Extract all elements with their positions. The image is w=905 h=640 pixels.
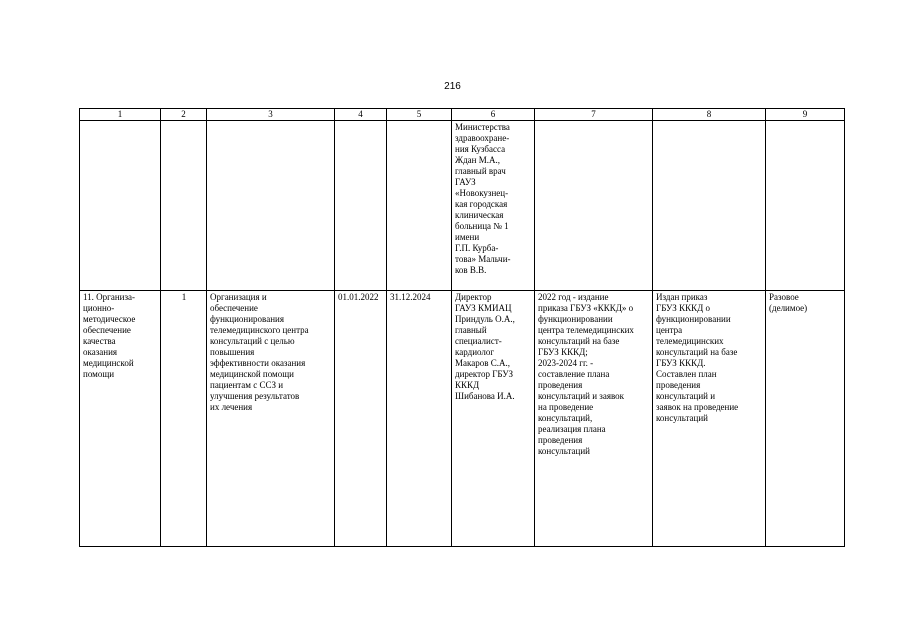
cell-type [766,121,845,291]
column-number-5: 5 [387,109,452,121]
cell-responsible: Директор ГАУЗ КМИАЦ Приндуль О.А., главный специалист- кардиолог Макаров С.А., директор ГБУЗ КККД Шибанова И.А. [452,291,535,547]
column-number-2: 2 [161,109,207,121]
cell-plan: 2022 год - издание приказа ГБУЗ «КККД» о функционировании центра телемедицинских консультаций на базе ГБУЗ КККД; 2023-2024 гг. - составление плана проведения консультаций и заявок на проведение консультаций, реализация плана проведения консультаций [535,291,653,547]
cell-result: Издан приказ ГБУЗ КККД о функционировании центра телемедицинских консультаций на базе ГБУЗ КККД. Составлен план проведения консультаций и заявок на проведение консультаций [653,291,766,547]
cell-result [653,121,766,291]
column-number-7: 7 [535,109,653,121]
cell-activity [207,121,335,291]
column-number-9: 9 [766,109,845,121]
cell-number [161,121,207,291]
table-header-row [80,109,845,121]
measures-table [79,108,845,547]
cell-start-date [335,121,387,291]
table-row [80,291,845,547]
cell-type: Разовое (делимое) [766,291,845,547]
cell-start-date: 01.01.2022 [335,291,387,547]
cell-section [80,121,161,291]
column-number-3: 3 [207,109,335,121]
cell-section: 11. Организа- ционно- методическое обеспечение качества оказания медицинской помощи [80,291,161,547]
table-row [80,121,845,291]
cell-end-date [387,121,452,291]
column-number-6: 6 [452,109,535,121]
page-number: 216 [444,81,461,92]
cell-plan [535,121,653,291]
column-number-1: 1 [80,109,161,121]
cell-number: 1 [161,291,207,547]
cell-activity: Организация и обеспечение функционирования телемедицинского центра консультаций с целью повышения эффективности оказания медицинской помощи пациентам с ССЗ и улучшения результатов их лечения [207,291,335,547]
cell-responsible: Министерства здравоохране- ния Кузбасса Ждан М.А., главный врач ГАУЗ «Новокузнец- кая городская клиническая больница № 1 имени Г.П. Курба- това» Мальчи- ков В.В. [452,121,535,291]
column-number-4: 4 [335,109,387,121]
column-number-8: 8 [653,109,766,121]
cell-end-date: 31.12.2024 [387,291,452,547]
